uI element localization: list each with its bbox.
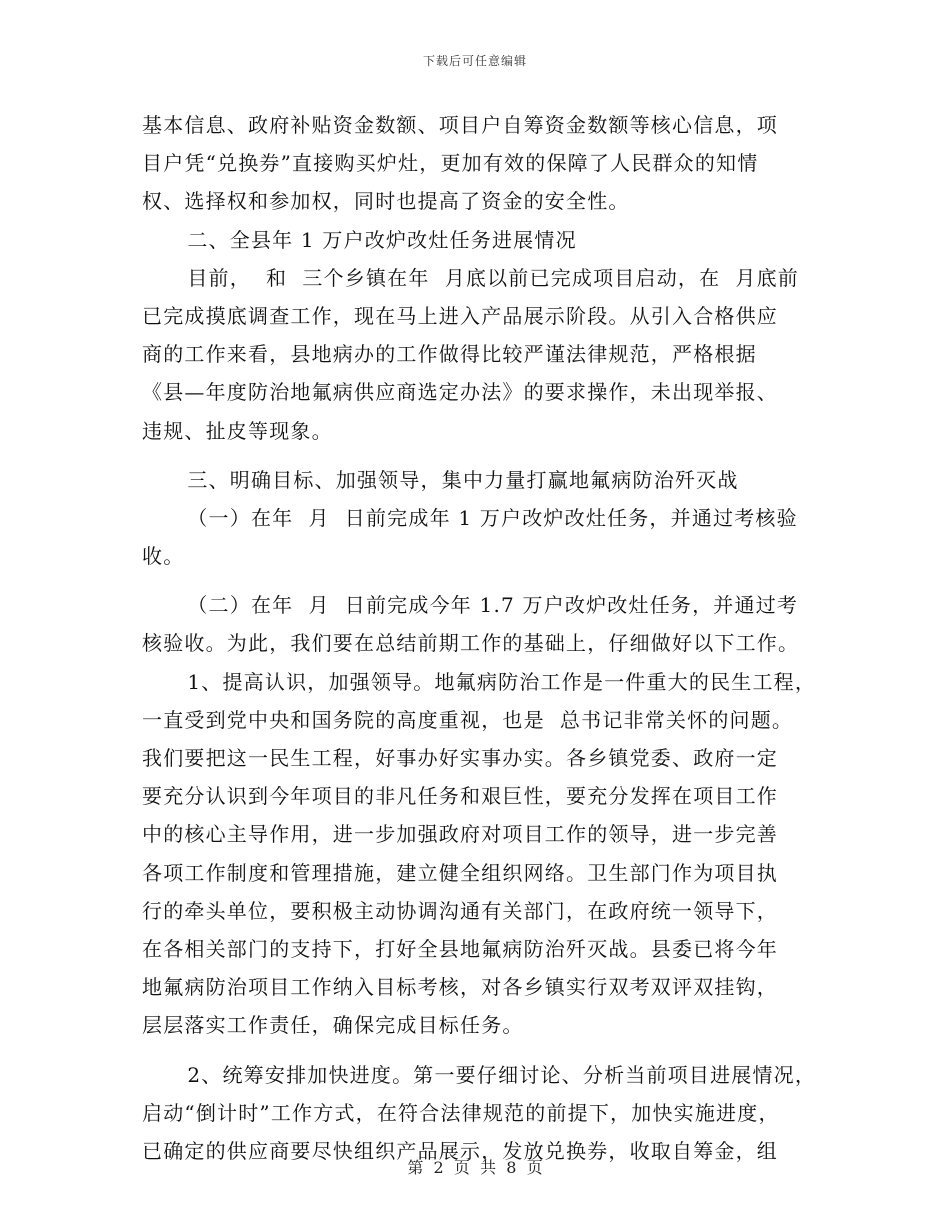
text-line: 权、选择权和参加权，同时也提高了资金的安全性。 — [142, 189, 630, 214]
text-line: 违规、扯皮等现象。 — [142, 418, 333, 443]
text-line: 收。 — [142, 544, 185, 569]
text-line: 在各相关部门的支持下，打好全县地氟病防治歼灭战。县委已将今年 — [142, 936, 778, 961]
page-header: 下载后可任意编辑 — [422, 54, 527, 68]
text-line: （一）在年 月 日前完成年 1 万户改炉改灶任务，并通过考核验 — [142, 505, 798, 530]
text-line: 核验收。为此，我们要在总结前期工作的基础上，仔细做好以下工作。 — [142, 631, 800, 656]
text-line: 层层落实工作责任，确保完成目标任务。 — [142, 1013, 524, 1038]
text-line: 1、提高认识，加强领导。地氟病防治工作是一件重大的民生工程， — [142, 669, 817, 694]
text-line: 要充分认识到今年项目的非凡任务和艰巨性，要充分发挥在项目工作 — [142, 784, 778, 809]
text-line: 我们要把这一民生工程，好事办好实事办实。各乡镇党委、政府一定 — [142, 746, 778, 770]
text-line: 地氟病防治项目工作纳入目标考核，对各乡镇实行双考双评双挂钩， — [142, 975, 778, 1000]
section-heading: 二、全县年 1 万户改炉改灶任务进展情况 — [142, 227, 577, 252]
text-line: 中的核心主导作用，进一步加强政府对项目工作的领导，进一步完善 — [142, 822, 778, 847]
text-line: 《县—年度防治地氟病供应商选定办法》的要求操作，未出现举报、 — [142, 380, 778, 405]
document-body — [142, 106, 822, 1170]
text-line: 目户凭“兑换券”直接购买炉灶，更加有效的保障了人民群众的知情 — [142, 151, 759, 176]
text-line: 基本信息、政府补贴资金数额、项目户自筹资金数额等核心信息，项 — [142, 113, 778, 137]
text-line: 商的工作来看，县地病办的工作做得比较严谨法律规范，严格根据 — [142, 342, 757, 367]
text-line: 各项工作制度和管理措施，建立健全组织网络。卫生部门作为项目执 — [142, 860, 778, 885]
text-line: 2、统筹安排加快进度。第一要仔细讨论、分析当前项目进展情况， — [142, 1062, 817, 1087]
text-line: 已完成摸底调查工作，现在马上进入产品展示阶段。从引入合格供应 — [142, 303, 778, 328]
text-line: 已确定的供应商要尽快组织产品展示，发放兑换券，收取自筹金，组 — [142, 1138, 778, 1163]
text-line: 行的牵头单位，要积极主动协调沟通有关部门，在政府统一领导下， — [142, 898, 778, 923]
text-line: 启动“倒计时”工作方式，在符合法律规范的前提下，加快实施进度， — [142, 1100, 780, 1125]
page-number: 第 2 页 共 8 页 — [407, 1158, 543, 1177]
section-heading: 三、明确目标、加强领导，集中力量打赢地氟病防治歼灭战 — [142, 467, 739, 492]
text-line: 目前， 和 三个乡镇在年 月底以前已完成项目启动，在 月底前 — [142, 265, 800, 290]
text-line: （二）在年 月 日前完成今年 1.7 万户改炉改灶任务，并通过考 — [142, 593, 799, 618]
text-line: 一直受到党中央和国务院的高度重视，也是 总书记非常关怀的问题。 — [142, 707, 794, 732]
